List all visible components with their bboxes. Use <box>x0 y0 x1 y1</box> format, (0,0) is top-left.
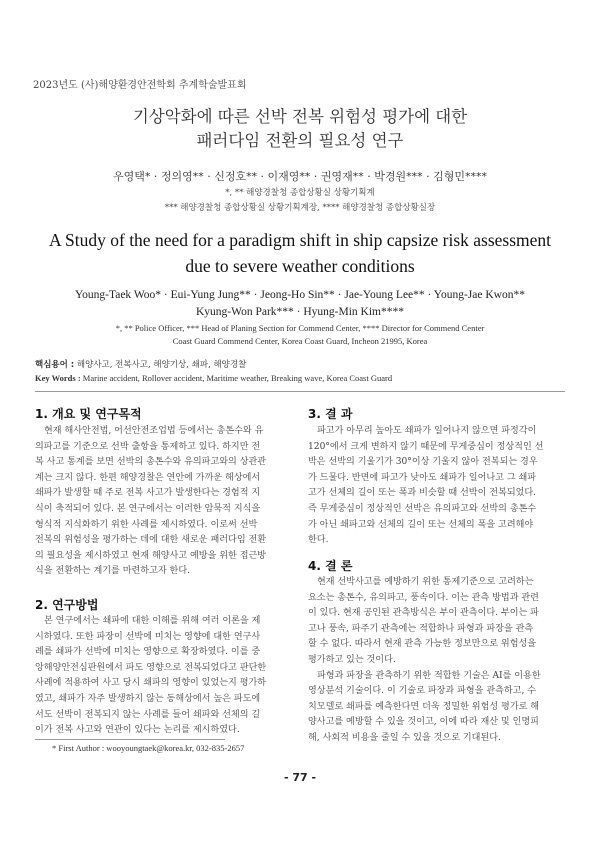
section-4-line: 양사고를 예방할 수 있을 것이고, 이에 따라 재산 및 인명피 <box>308 717 539 728</box>
section-4-line: 이 있다. 현재 공인된 관측방식은 부이 관측이다. 부이는 파 <box>308 608 539 619</box>
section-4-line: 현재 선박사고를 예방하기 위한 통제기준으로 고려하는 <box>317 577 534 587</box>
affiliation-en-line-1: *, ** Police Officer, *** Head of Planing Section for Commend Center, **** Director for Commend Center <box>115 323 485 333</box>
section-4-line: 해, 사회적 비용을 줄일 수 있을 것으로 기대된다. <box>308 732 501 743</box>
keywords-en-label: Key Words : <box>35 373 81 383</box>
section-3-line: 가 드물다. 반면에 파고가 낮아도 쇄파가 일어나고 그 쇄파 <box>308 472 537 483</box>
affiliation-ko-line-2: *** 해양경찰청 종합상황실 상황기획계장, **** 해양경찰청 종합상황실장 <box>164 203 436 213</box>
section-4-line: 할 수 없다. 따라서 현재 관측 가능한 정보만으로 위험성을 <box>308 639 537 650</box>
section-1-line: 의파고를 기준으로 선박 출항을 통제하고 있다. 하지만 전 <box>35 441 261 452</box>
footnote: * First Author : wooyoungtaek@korea.kr, 032-835-2657 <box>52 743 245 753</box>
section-1-line: 형식적 지식화하기 위한 사례를 제시하였다. 이로써 선박 <box>35 519 258 530</box>
section-2-line: 례를 쇄파가 선박에 미치는 영향으로 확장하였다. 이를 중 <box>35 647 261 658</box>
authors-en-line-1: Young-Taek Woo* · Eui-Yung Jung** · Jeong-Ho Sin** · Jae-Young Lee** · Young-Jae Kwon** <box>75 289 525 301</box>
section-divider <box>35 391 565 392</box>
section-2-line: 시하였다. 또한 파장이 선박에 미치는 영향에 대한 연구사 <box>35 631 261 642</box>
section-1-heading: 1. 개요 및 연구목적 <box>35 407 142 421</box>
keywords-ko <box>35 358 246 370</box>
section-4-line: 평가하고 있는 것이다. <box>308 654 396 665</box>
section-1-line: 계는 크지 않다. 한편 해양경찰은 연안에 가까운 해상에서 <box>35 472 261 483</box>
section-2-line: 앙해양안전심판원에서 파도 영향으로 전복되었다고 판단한 <box>35 662 267 673</box>
keywords-en <box>35 373 392 383</box>
section-2-line: 본 연구에서는 쇄파에 대한 이해를 위해 여러 이론을 제 <box>44 616 261 626</box>
section-3-line: 파고가 아무리 높아도 쇄파가 일어나지 않으면 파정각이 <box>317 426 537 436</box>
section-3-body <box>308 424 566 549</box>
section-3-heading: 3. 결 과 <box>308 407 353 421</box>
section-4-body <box>308 575 566 747</box>
affiliation-en-line-2: Coast Guard Commend Center, Korea Coast Guard, Incheon 21995, Korea <box>172 336 428 346</box>
section-1-line: 복 사고 통계를 보면 선박의 총톤수와 유의파고와의 상관관 <box>35 457 267 468</box>
section-4-line: 파형과 파장을 관측하기 위한 적합한 기술은 AI를 이용한 <box>317 670 541 681</box>
section-3-line: 고가 선체의 길이 또는 폭과 비슷할 때 선박이 전복되었다. <box>308 488 537 499</box>
section-2-heading: 2. 연구방법 <box>35 598 99 612</box>
section-1-body <box>35 424 283 580</box>
section-1-line: 의 필요성을 제시하였고 현재 해양사고 예방을 위한 접근방 <box>35 550 267 561</box>
title-en-line-1: A Study of the need for a paradigm shift in ship capsize risk assessment <box>48 230 552 250</box>
section-1-line: 식이 축적되어 있다. 본 연구에서는 이러한 암묵적 지식을 <box>35 503 261 514</box>
title-ko-line-1: 기상악화에 따른 선박 전복 위험성 평가에 대한 <box>132 107 468 126</box>
title-en-line-2: due to severe weather conditions <box>185 256 415 276</box>
section-4-line: 치모델로 쇄파를 예측한다면 더욱 정밀한 위험성 평가로 해 <box>308 701 540 712</box>
conference-header: 2023년도 (사)해양환경안전학회 추계학술발표회 <box>33 80 247 91</box>
section-1-line: 쇄파가 발생할 때 주로 전복 사고가 발생한다는 경험적 지 <box>35 488 261 499</box>
section-4-line: 요소는 총톤수, 유의파고, 풍속이다. 이는 관측 방법과 관련 <box>308 592 539 603</box>
section-3-line: 120°에서 크게 변하지 않기 때문에 무게중심이 정상적인 선 <box>308 441 544 452</box>
section-3-line: 가 아닌 쇄파고와 선체의 길이 또는 선체의 폭을 고려해야 <box>308 519 534 530</box>
section-2-body <box>35 614 283 739</box>
affiliation-ko-line-1: *, ** 해양경찰청 종합상황실 상황기획계 <box>225 188 375 198</box>
authors-ko: 우영택* · 정의영** · 신정호** · 이재영** · 권영재** · 박경원*** · 김형민**** <box>112 170 488 183</box>
section-4-line: 고나 풍속, 파주기 관측에는 적합하나 파형과 파장을 관측 <box>308 623 534 634</box>
section-2-line: 사례에 적용하여 사고 당시 쇄파의 영향이 있었는지 평가하 <box>35 678 267 689</box>
section-2-line: 서도 선박이 전복되지 않는 사례를 들어 쇄파와 선체의 길 <box>35 709 261 720</box>
title-ko-line-2: 패러다임 전환의 필요성 연구 <box>196 131 404 150</box>
keywords-en-text: Marine accident, Rollover accident, Maritime weather, Breaking wave, Korea Coast Guard <box>80 373 393 383</box>
section-2-line: 였고, 쇄파가 자주 발생하지 않는 동해상에서 높은 파도에 <box>35 693 261 704</box>
section-3-line: 박은 선박의 기울기가 30°이상 기울지 않아 전복되는 경우 <box>308 457 538 468</box>
keywords-ko-text: 해양사고, 전복사고, 해양기상, 쇄파, 해양경찰 <box>74 360 247 370</box>
page-number: - 77 - <box>283 771 317 784</box>
footnote-rule <box>35 739 225 740</box>
keywords-ko-label: 핵심용어 : <box>35 360 75 370</box>
section-1-line: 현재 해사안전법, 어선안전조업법 등에서는 총톤수와 유 <box>44 426 264 436</box>
section-1-line: 식을 전환하는 계기를 마련하고자 한다. <box>35 566 191 577</box>
section-4-heading: 4. 결 론 <box>308 559 353 573</box>
section-1-line: 전복의 위험성을 평가하는 데에 대한 새로운 패러다임 전환 <box>35 535 267 546</box>
authors-en-line-2: Kyung-Won Park*** · Hyung-Min Kim**** <box>196 306 404 318</box>
section-3-line: 한다. <box>308 535 329 546</box>
section-3-line: 즉 무게중심이 정상적인 선박은 유의파고와 선박의 총톤수 <box>308 503 537 514</box>
section-4-line: 영상분석 기술이다. 이 기술로 파장과 파형을 관측하고, 수 <box>308 686 537 697</box>
section-2-line: 이가 전복 사고와 연관이 있다는 논리를 제시하였다. <box>35 725 240 736</box>
